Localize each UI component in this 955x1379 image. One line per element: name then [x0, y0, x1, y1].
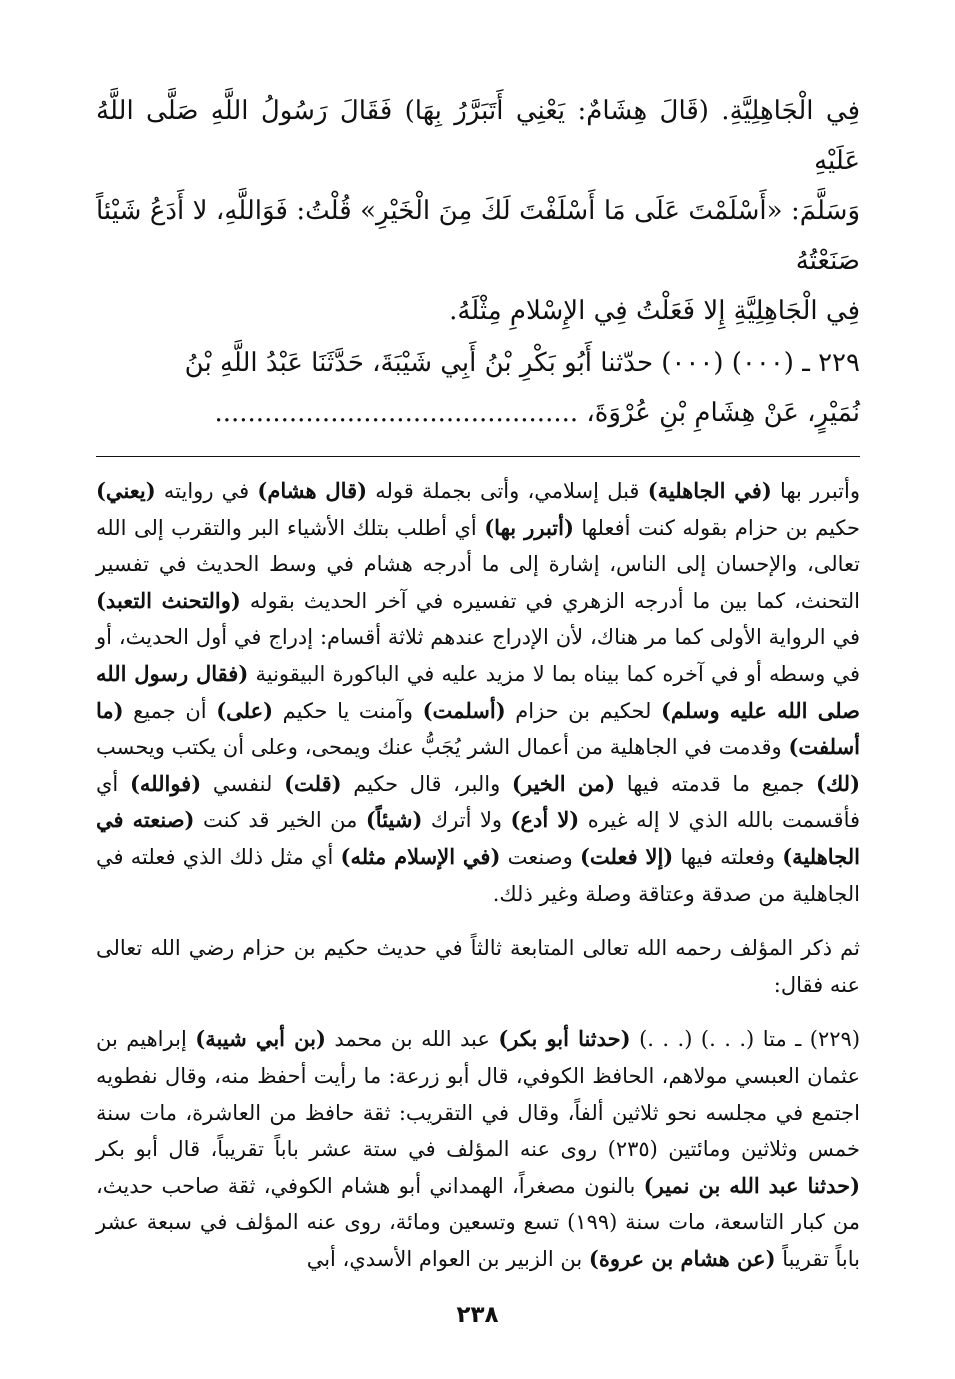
commentary-paragraph	[96, 1021, 860, 1277]
hadith-text	[96, 86, 860, 438]
quoted-term: (لا أدع)	[510, 807, 580, 833]
quoted-term: (ما أسلفت)	[96, 697, 860, 760]
commentary-segment: قبل إسلامي، وأتى بجملة قوله	[367, 479, 648, 503]
commentary-segment: وآمنت يا حكيم	[273, 698, 423, 723]
commentary-paragraph	[96, 473, 860, 912]
quoted-term: (عن هشام بن عروة)	[588, 1245, 776, 1271]
commentary-segment: بن الزبير بن العوام الأسدي، أبي	[306, 1246, 589, 1271]
commentary-segment: جميع ما قدمته فيها	[615, 771, 817, 796]
commentary-segment: وصنعت	[500, 844, 580, 869]
commentary-segment: (٢٢٩) ـ متا	[754, 1027, 861, 1052]
commentary-segment: ثم ذكر المؤلف رحمه الله تعالى المتابعة ثالثاً في حديث حكيم بن حزام رضي الله تعالى عنه فقال:	[96, 936, 860, 997]
commentary-segment: عبد الله بن محمد	[325, 1027, 499, 1052]
quoted-term: (فقال رسول الله صلى الله عليه وسلم)	[96, 660, 861, 723]
commentary-segment: بالنون مصغراً، الهمداني أبو هشام الكوفي، ثقة صاحب حديث، من كبار التاسعة، مات سنة (١٩٩) تسع وتسعين ومائة، روى عنه المؤلف في سبعة عشر باباً تقريباً	[96, 1173, 860, 1271]
hadith-line: نُمَيْرٍ، عَنْ هِشَامِ بْنِ عُرْوَةَ، ............................................	[214, 398, 860, 428]
hadith-line: فِي الْجَاهِلِيَّةِ إِلا فَعَلْتُ فِي الإِسْلامِ مِثْلَهُ.	[449, 296, 860, 326]
commentary-paragraph	[96, 930, 860, 1003]
commentary-segment: أي مثل ذلك الذي فعلته في الجاهلية من صدقة وعتاقة وصلة وغير ذلك.	[96, 844, 860, 906]
quoted-term: (في الإسلام مثله)	[340, 843, 501, 869]
quoted-term: (قلت)	[284, 770, 342, 796]
hadith-line: ٢٢٩ ـ (٠٠٠) (٠٠٠) حدّثنا أَبُو بَكْرِ بْنُ أَبِي شَيْبَةَ، حَدَّثَنَا عَبْدُ اللَّهِ بْنُ	[184, 348, 860, 378]
commentary-segment: إبراهيم بن عثمان العبسي مولاهم، الحافظ الكوفي، قال أبو زرعة: ما رأيت أحفظ منه، وقال نفطويه اجتمع في مجلسه نحو ثلاثين ألفاً، وقال في التقريب: ثقة حافظ من العاشرة، مات سنة خمس وثلاثين ومائتين (٢٣٥) روى عنه المؤلف في ستة عشر باباً تقريباً، قال أبو بكر	[96, 1027, 860, 1162]
commentary-segment: أي فأقسمت بالله الذي لا إله غيره	[96, 771, 861, 833]
commentary-segment: لحكيم بن حزام	[505, 698, 661, 723]
quoted-term: (والتحنث التعبد)	[96, 587, 241, 613]
commentary-segment: (. . .) (. . .)	[630, 1027, 755, 1052]
hadith-line: وَسَلَّمَ: «أَسْلَمْتَ عَلَى مَا أَسْلَفْتَ لَكَ مِنَ الْخَيْرِ» قُلْتُ: فَوَاللَّهِ، لا أَدَعُ شَيْئاً صَنَعْتُهُ	[96, 196, 860, 276]
commentary-segment: وأتبرر بها	[771, 479, 860, 503]
quoted-term: (حدثنا أبو بكر)	[498, 1026, 631, 1052]
page-content	[96, 86, 860, 1277]
quoted-term: (حدثنا عبد الله بن نمير)	[643, 1172, 860, 1198]
quoted-term: (لك)	[816, 770, 860, 796]
commentary-segment: من الخير قد كنت	[194, 808, 366, 833]
commentary-segment: أي أطلب بتلك الأشياء البر والتقرب إلى الله تعالى، والإحسان إلى الناس، إشارة إلى ما أدرجه هشام في وسط الحديث في تفسير التحنث، كما بين ما أدرجه الزهري في تفسيره في آخر الحديث بقوله	[96, 515, 860, 613]
commentary-text	[96, 473, 860, 1277]
hadith-line: فِي الْجَاهِلِيَّةِ. (قَالَ هِشَامٌ: يَعْنِي أَتَبَرَّرُ بِهَا) فَقَالَ رَسُولُ اللَّهِ صَلَّى اللَّهُ عَلَيْهِ	[96, 96, 860, 176]
commentary-segment: ولا أترك	[422, 808, 511, 833]
commentary-segment: وقدمت في الجاهلية من أعمال الشر يُجَبُّ عنك ويمحى، وعلى أن يكتب ويحسب	[96, 735, 789, 760]
commentary-segment: وفعلته فيها	[673, 844, 783, 869]
page-number: ٢٣٨	[456, 1302, 499, 1328]
quoted-term: (على)	[216, 697, 274, 723]
quoted-term: (بن أبي شيبة)	[195, 1026, 326, 1052]
quoted-term: (من الخير)	[511, 770, 616, 796]
commentary-segment: في الرواية الأولى كما مر هناك، لأن الإدراج عندهم ثلاثة أقسام: إدراج في أول الحديث، أو في وسطه أو في آخره كما بيناه بما لا مزيد عليه في الباكورة البيقونية	[96, 625, 860, 686]
section-divider	[96, 456, 860, 457]
quoted-term: (في الجاهلية)	[647, 478, 772, 503]
quoted-term: (أسلمت)	[422, 697, 506, 723]
quoted-term: (فوالله)	[129, 770, 202, 796]
quoted-term: (يعني)	[96, 478, 156, 503]
commentary-segment: في روايته	[155, 479, 258, 503]
quoted-term: (أتبرر بها)	[484, 514, 574, 540]
quoted-term: (إلا فعلت)	[579, 843, 674, 869]
commentary-segment: أن جميع	[123, 698, 217, 723]
quoted-term: (صنعته في الجاهلية)	[96, 807, 860, 869]
quoted-term: (شيئاً)	[365, 807, 423, 833]
commentary-segment: والبر، قال حكيم	[341, 771, 512, 796]
commentary-segment: لنفسي	[201, 771, 285, 796]
commentary-segment: حكيم بن حزام بقوله كنت أفعلها	[573, 515, 860, 540]
quoted-term: (قال هشام)	[257, 478, 368, 503]
